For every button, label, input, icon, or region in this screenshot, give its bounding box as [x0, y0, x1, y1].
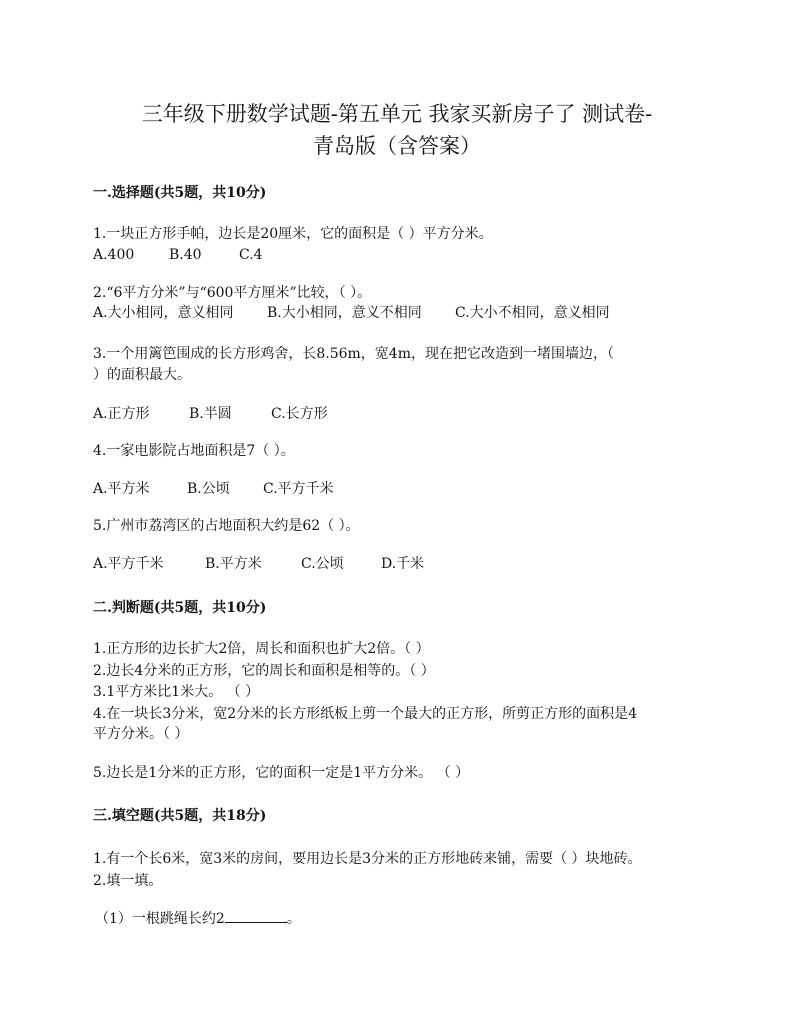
option-a: A.大小相同，意义相同 — [93, 305, 234, 321]
page-title-line-1: 三年级下册数学试题-第五单元 我家买新房子了 测试卷- — [141, 102, 653, 126]
option-b: B.40 — [169, 247, 202, 263]
question-text: 3.一个用篱笆围成的长方形鸡舍，长8.56m，宽4m，现在把它改造到一堵围墙边，（ — [93, 346, 614, 362]
option-b: B.大小相同，意义不相同 — [267, 305, 422, 321]
option-c: C.4 — [239, 247, 263, 263]
question-options — [93, 555, 424, 573]
option-a: A.平方千米 — [93, 556, 164, 572]
question-text: 1.正方形的边长扩大2倍，周长和面积也扩大2倍。（ ） — [93, 641, 430, 657]
page-title-line-2: 青岛版（含答案） — [313, 134, 481, 158]
question-text: 2.边长4分米的正方形，它的周长和面积是相等的。（ ） — [93, 663, 435, 679]
option-a: A.400 — [93, 247, 135, 263]
question-text: 3.1平方米比1米大。 （ ） — [93, 684, 260, 700]
question-options — [93, 304, 610, 322]
question-text: 4.在一块长3分米，宽2分米的长方形纸板上剪一个最大的正方形，所剪正方形的面积是4 — [93, 706, 638, 722]
question-text-continued: ）的面积最大。 — [93, 367, 191, 383]
sub-question-prefix: （1）一根跳绳长约2 — [95, 911, 225, 927]
option-c: C.长方形 — [271, 406, 328, 422]
question-options — [93, 480, 334, 498]
question-text: 1.一块正方形手帕，边长是20厘米，它的面积是（ ）平方分米。 — [93, 226, 493, 242]
question-options — [93, 405, 328, 423]
question-text: 5.广州市荔湾区的占地面积大约是62（ ）。 — [93, 518, 360, 534]
option-d: D.千米 — [381, 556, 425, 572]
option-b: B.半圆 — [189, 406, 232, 422]
option-b: B.公顷 — [187, 481, 230, 497]
option-a: A.平方米 — [93, 481, 150, 497]
section-heading-fill-in: 三.填空题(共5题，共18分) — [93, 808, 267, 824]
question-options — [93, 246, 263, 264]
section-heading-choice: 一.选择题(共5题，共10分) — [93, 185, 267, 201]
question-text-continued: 平方分米。（ ） — [93, 726, 189, 742]
option-c: C.公顷 — [301, 556, 344, 572]
option-b: B.平方米 — [205, 556, 262, 572]
question-text: 1.有一个长6米，宽3米的房间，要用边长是3分米的正方形地砖来铺，需要（ ）块地砖。 — [93, 851, 642, 867]
sub-question-suffix: 。 — [286, 911, 301, 927]
question-text: 4.一家电影院占地面积是7（ ）。 — [93, 443, 295, 459]
section-heading-judgement: 二.判断题(共5题，共10分) — [93, 600, 267, 616]
sub-question — [95, 910, 301, 928]
question-text: 5.边长是1分米的正方形，它的面积一定是1平方分米。 （ ） — [93, 765, 470, 781]
question-text: 2.“6平方分米”与“600平方厘米”比较，（ ）。 — [93, 285, 372, 301]
option-c: C.大小不相同，意义相同 — [455, 305, 610, 321]
answer-blank[interactable] — [225, 910, 287, 923]
option-c: C.平方千米 — [263, 481, 334, 497]
option-a: A.正方形 — [93, 406, 150, 422]
question-text: 2.填一填。 — [93, 873, 163, 889]
